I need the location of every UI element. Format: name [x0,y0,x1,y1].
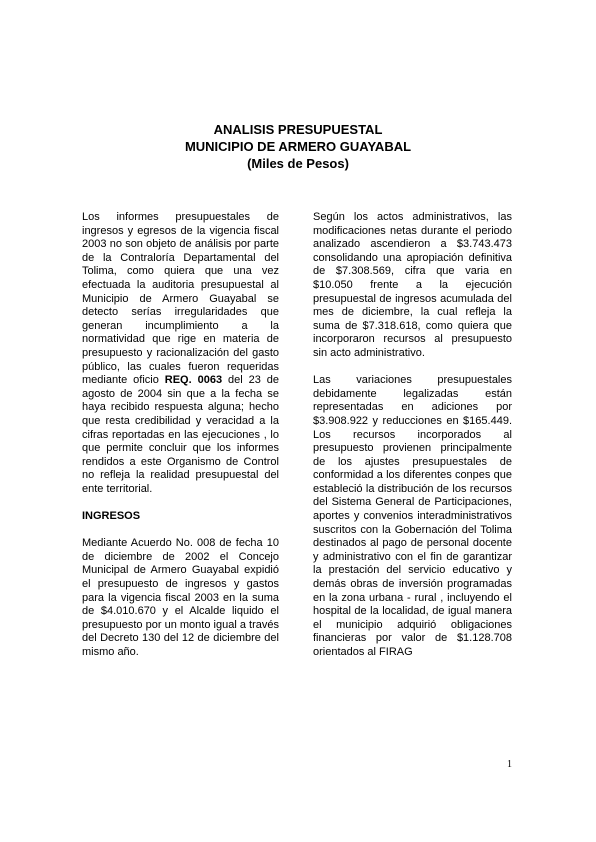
section-heading-ingresos: INGRESOS [82,510,141,523]
left-paragraph-1-reference: REQ. 0063 [164,374,223,387]
right-paragraph-2: Las variaciones presupuestales debidamente legalizadas están representadas en adiciones por $3.908.922 y reducciones en $165.449. Los recursos incorporados al presupuesto provienen principalmente de los ajustes presupuestales de conformidad a los diferentes conpes que estableció la distribución de los recursos del Sistema General de Participaciones, aportes y convenios interadministrativos suscritos con la Gobernación del Tolima destinados al pago de personal docente y administrativo con el fin de garantizar la prestación del servicio educativo y demás obras de inversión programadas en la zona urbana - rural , incluyendo el hospital de la localidad, de igual manera el municipio adquirió obligaciones financieras por valor de $1.128.708 orientados al FIRAG [313,374,512,658]
right-column [313,211,512,673]
left-paragraph-1-text-a: Los informes presupuestales de ingresos y egresos de la vigencia fiscal 2003 no son objeto de análisis por parte de la Contraloría Departamental del Tolima, como quiera que una vez efectuada la auditoria presupuestal al Municipio de Armero Guayabal se detecto serías irregularidades que generan incumplimiento a la normatividad que rige en materia de presupuesto y racionalización del gasto público, las cuales fueron requeridas mediante oficio [82,211,279,387]
page-number: 1 [507,759,512,770]
title-line-3: (Miles de Pesos) [247,156,349,171]
document-title [0,121,596,172]
left-paragraph-1 [82,211,279,496]
left-paragraph-2: Mediante Acuerdo No. 008 de fecha 10 de diciembre de 2002 el Concejo Municipal de Armero Guayabal expidió el presupuesto de ingresos y gastos para la vigencia fiscal 2003 en la suma de $4.010.670 y el Alcalde liquido el presupuesto por un monto igual a través del Decreto 130 del 12 de diciembre del mismo año. [82,537,279,658]
left-column [82,211,279,673]
title-line-1: ANALISIS PRESUPUESTAL [213,122,383,137]
left-paragraph-1-text-b: del 23 de agosto de 2004 sin que a la fecha se haya recibido respuesta alguna; hecho que resta credibilidad y veracidad a la cifras reportadas en las ejecuciones , lo que permite concluir que los informes rendidos a este Organismo de Control no refleja la realidad presupuestal del ente territorial. [82,374,279,495]
title-line-2: MUNICIPIO DE ARMERO GUAYABAL [184,139,412,154]
right-paragraph-1: Según los actos administrativos, las modificaciones netas durante el periodo analizado ascendieron a $3.743.473 consolidando una apropiación definitiva de $7.308.569, cifra que varia en $10.050 frente a la ejecución presupuestal de ingresos acumulada del mes de diciembre, la cual refleja la suma de $7.318.618, como quiera que incorporaron recursos al presupuesto sin acto administrativo. [313,211,512,359]
